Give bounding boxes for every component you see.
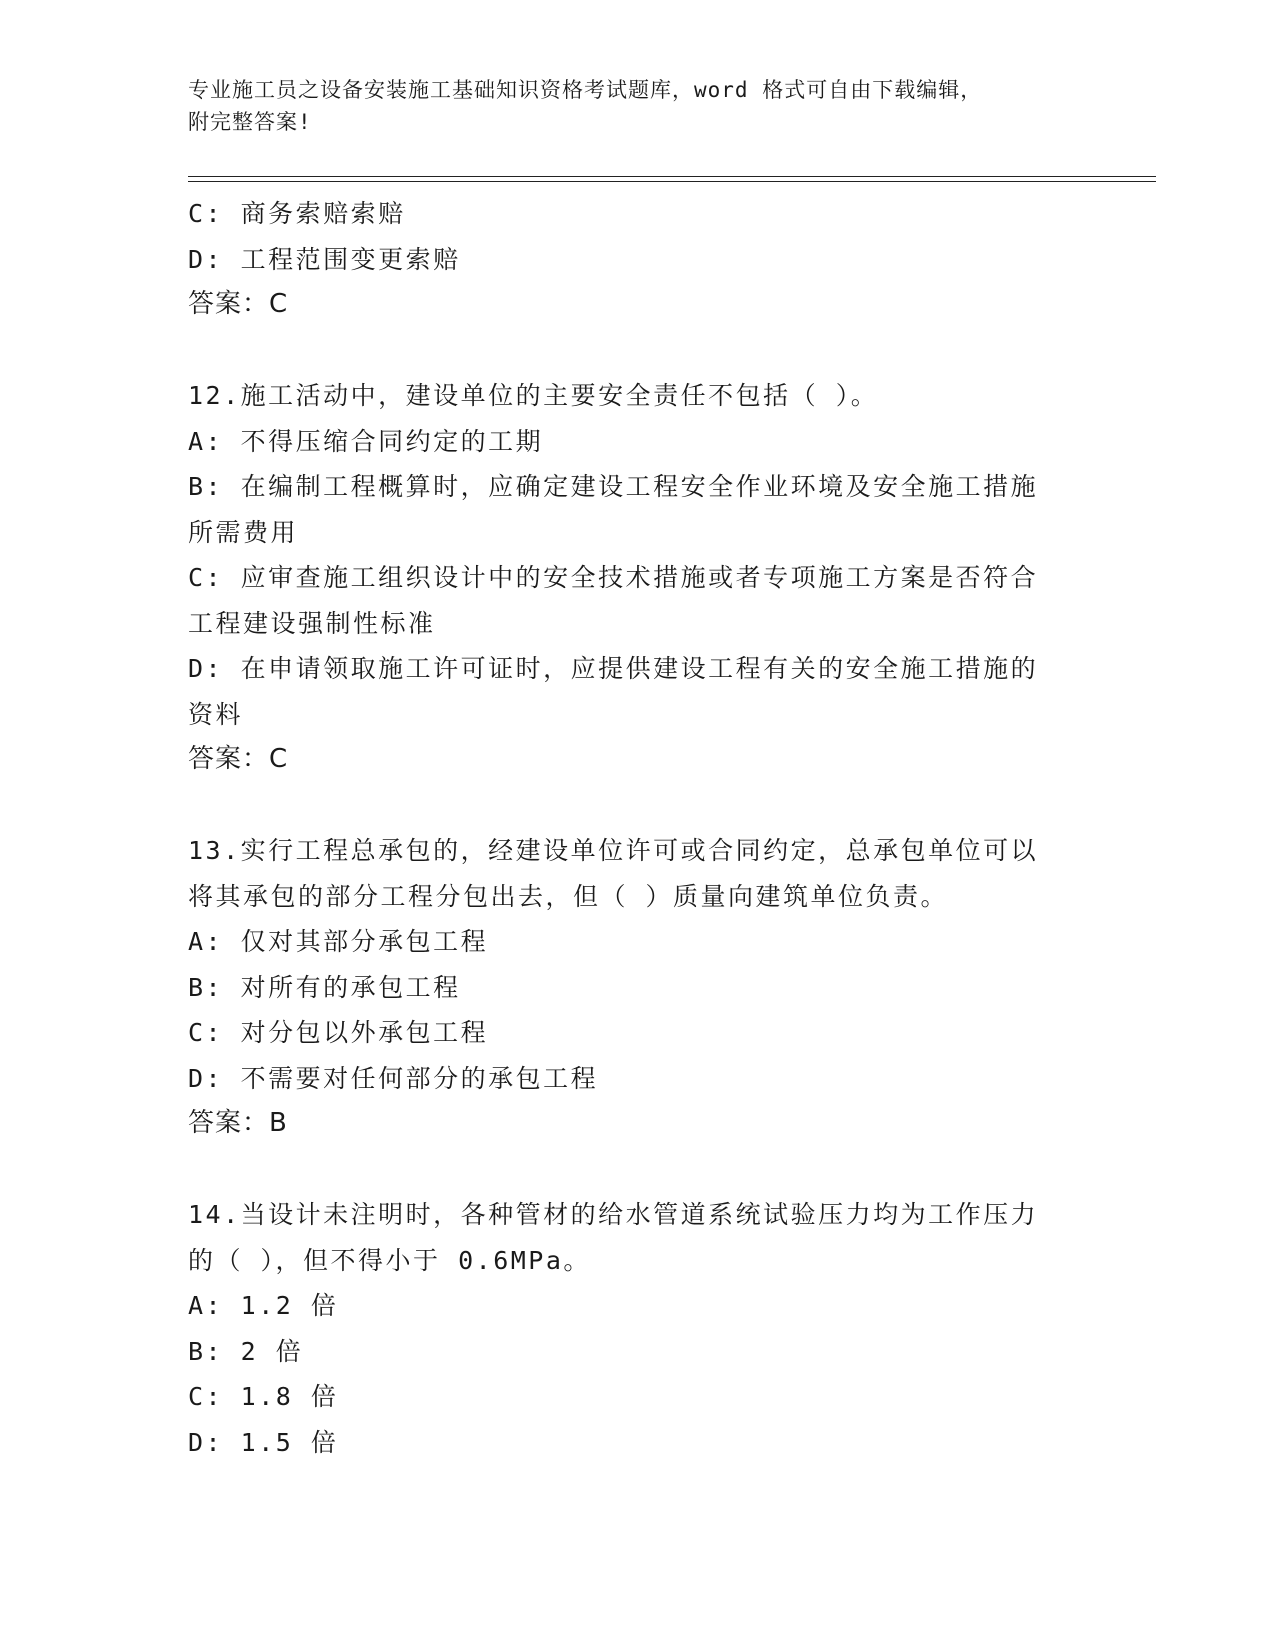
question-12: [188, 373, 1088, 783]
document-header: [188, 74, 1088, 138]
q14-option-a: A: 1.2 倍: [188, 1291, 339, 1320]
q12-stem: 12.施工活动中，建设单位的主要安全责任不包括（ ）。: [188, 381, 879, 410]
q13-stem-line-1: 13.实行工程总承包的，经建设单位许可或合同约定，总承包单位可以: [188, 836, 1039, 865]
q13-option-d: D: 不需要对任何部分的承包工程: [188, 1063, 599, 1093]
q12-option-d-line-2: 资料: [188, 699, 244, 729]
q12-option-a: A: 不得压缩合同约定的工期: [188, 426, 544, 456]
q12-option-b-line-2: 所需费用: [188, 517, 299, 547]
q13-option-b: B: 对所有的承包工程: [188, 972, 461, 1002]
q12-option-c-line-2: 工程建设强制性标准: [188, 608, 436, 638]
q13-stem-line-2: 将其承包的部分工程分包出去，但（ ）质量向建筑单位负责。: [188, 881, 949, 911]
question-11: [188, 191, 1088, 328]
q11-option-c: C: 商务索赔索赔: [188, 199, 406, 228]
q11-option-d: D: 工程范围变更索赔: [188, 244, 461, 274]
question-14: [188, 1192, 1088, 1465]
q12-answer: 答案：C: [188, 744, 289, 774]
spacer: [188, 783, 1088, 829]
q14-option-b: B: 2 倍: [188, 1336, 304, 1366]
q13-answer: 答案：B: [188, 1108, 288, 1138]
q12-option-c-line-1: C: 应审查施工组织设计中的安全技术措施或者专项施工方案是否符合: [188, 563, 1039, 592]
q11-answer: 答案：C: [188, 289, 289, 319]
question-13: [188, 828, 1088, 1147]
q13-option-c: C: 对分包以外承包工程: [188, 1018, 489, 1047]
header-line-2: 附完整答案!: [188, 110, 312, 134]
header-line-1: 专业施工员之设备安装施工基础知识资格考试题库，word 格式可自由下载编辑，: [188, 78, 983, 102]
q12-option-d-line-1: D: 在申请领取施工许可证时，应提供建设工程有关的安全施工措施的: [188, 654, 1039, 683]
q14-stem-line-2: 的（ ），但不得小于 0.6MPa。: [188, 1245, 591, 1275]
spacer: [188, 1147, 1088, 1193]
header-divider-top: [188, 176, 1156, 177]
q13-option-a: A: 仅对其部分承包工程: [188, 927, 489, 956]
q14-stem-line-1: 14.当设计未注明时，各种管材的给水管道系统试验压力均为工作压力: [188, 1200, 1039, 1229]
q14-option-c: C: 1.8 倍: [188, 1382, 339, 1411]
question-list: [188, 191, 1088, 1465]
q14-option-d: D: 1.5 倍: [188, 1427, 339, 1457]
spacer: [188, 328, 1088, 374]
q12-option-b-line-1: B: 在编制工程概算时，应确定建设工程安全作业环境及安全施工措施: [188, 472, 1039, 501]
header-divider-bottom: [188, 181, 1156, 182]
